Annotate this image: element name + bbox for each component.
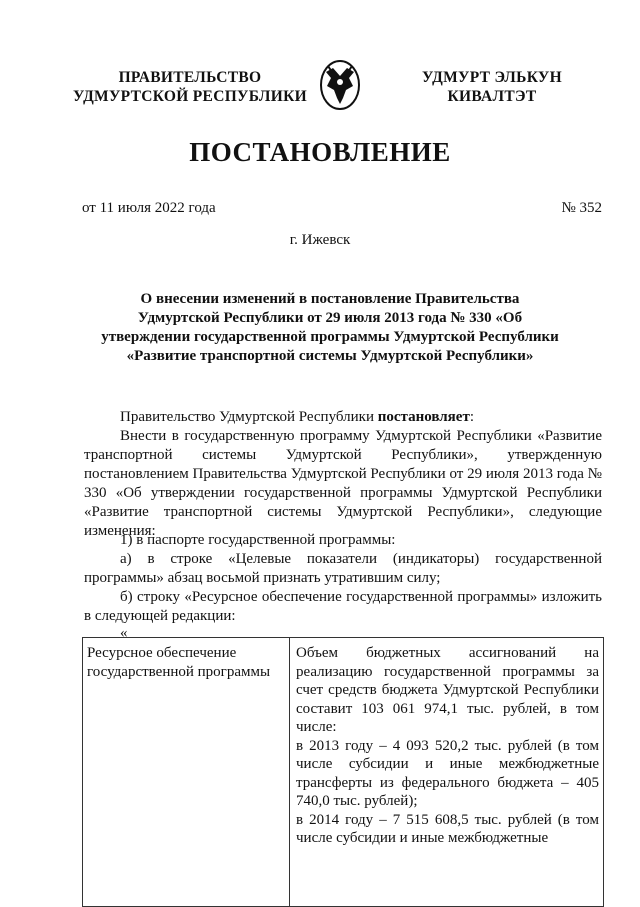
- intro-paragraph: [120, 408, 474, 427]
- document-subject: О внесении изменений в постановление Правительства Удмуртской Республики от 29 июля 2013 года № 330 «Об утверждении государственной программы Удмуртской Республики «Развитие транспортной системы Удмуртской Республики»: [101, 291, 559, 364]
- intro-resolves: постановляет: [377, 409, 470, 425]
- item-a: а) в строке «Целевые показатели (индикаторы) государственной программы» абзац восьмой признать утратившим силу;: [84, 551, 602, 586]
- resource-table: [82, 637, 604, 907]
- funding-2013: в 2013 году – 4 093 520,2 тыс. рублей (в том числе субсидии и иные межбюджетные трансферты из федерального бюджета – 405 740,0 тыс. рублей);: [296, 737, 599, 809]
- document-number: № 352: [561, 200, 602, 216]
- table-row: [83, 638, 604, 907]
- intro-suffix: :: [469, 409, 474, 425]
- document-title: ПОСТАНОВЛЕНИЕ: [189, 137, 451, 167]
- government-name-line2: УДМУРТСКОЙ РЕСПУБЛИКИ: [72, 88, 307, 105]
- funding-2014: в 2014 году – 7 515 608,5 тыс. рублей (в том числе субсидии и иные межбюджетные: [296, 811, 599, 846]
- item-1: 1) в паспорте государственной программы:: [120, 532, 396, 548]
- funding-total: Объем бюджетных ассигнований на реализацию государственной программы за счет средств бюджета Удмуртской Республики составит 103 061 974,1 тыс. рублей, в том числе:: [296, 645, 599, 735]
- opening-quote: «: [120, 625, 128, 641]
- government-name-udmurt-line2: КИВАЛТЭТ: [447, 88, 537, 105]
- document-date: от 11 июля 2022 года: [82, 200, 216, 216]
- government-name-udmurt-line1: УДМУРТ ЭЛЬКУН: [422, 69, 562, 86]
- item-b: б) строку «Ресурсное обеспечение государственной программы» изложить в следующей редакции:: [84, 589, 602, 624]
- table-cell-content: [290, 638, 604, 907]
- document-city: г. Ижевск: [289, 232, 351, 248]
- government-name-line1: ПРАВИТЕЛЬСТВО: [118, 69, 262, 86]
- government-name-udmurt: [392, 68, 592, 106]
- government-name-russian: [70, 68, 310, 106]
- table-cell-label: Ресурсное обеспечение государственной программы: [83, 638, 290, 907]
- udmurt-emblem-icon: [316, 58, 364, 112]
- intro-prefix: Правительство Удмуртской Республики: [120, 409, 378, 425]
- amendment-paragraph: Внести в государственную программу Удмуртской Республики «Развитие транспортной системы Удмуртской Республики», утвержденную постановлением Правительства Удмуртской Республики от 29 июля 2013 года № 330 «Об утверждении государственной программы Удмуртской Республики «Развитие транспортной системы Удмуртской Республики», следующие изменения:: [84, 428, 602, 539]
